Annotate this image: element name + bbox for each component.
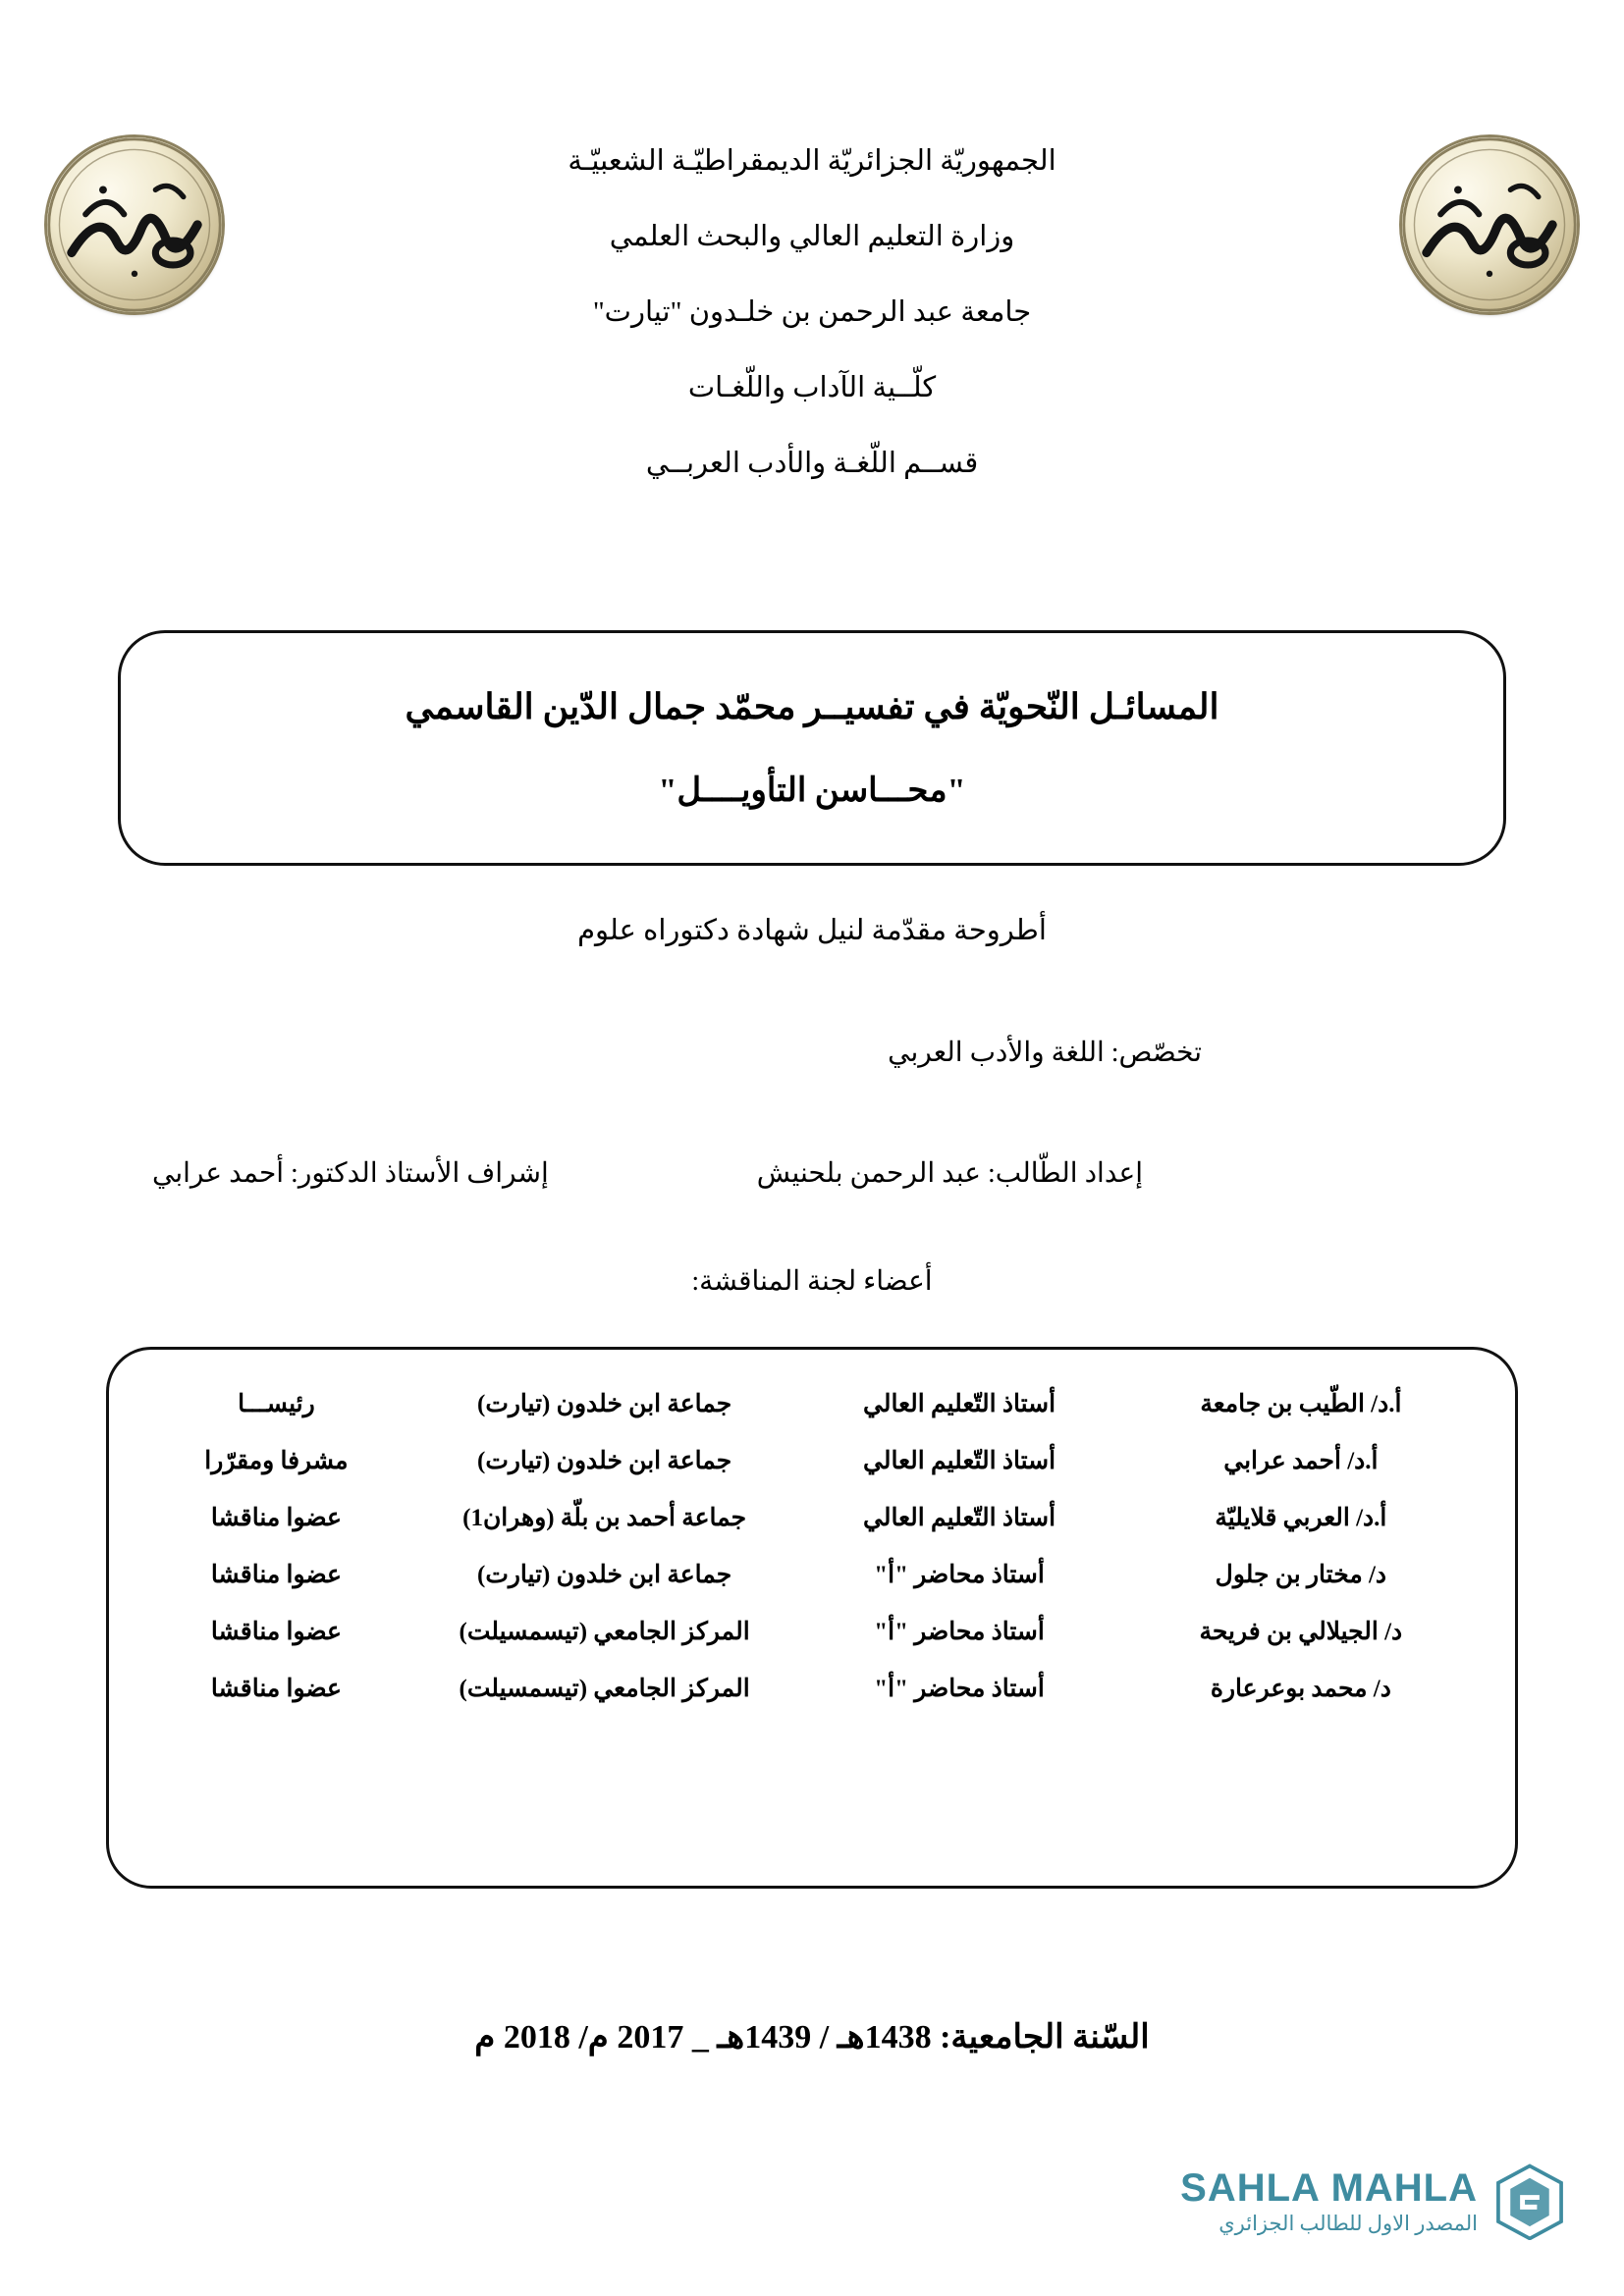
table-row: [142, 1375, 1482, 1432]
watermark: [1095, 2145, 1566, 2258]
committee-member-name: أ.د/ أحمد عرابي: [1223, 1448, 1379, 1474]
committee-member-rank: أستاذ التّعليم العالي: [863, 1448, 1056, 1474]
committee-member-institution: جماعة ابن خلدون (تيارت): [477, 1391, 732, 1417]
watermark-subtitle: المصدر الاول للطالب الجزائري: [1218, 2212, 1478, 2235]
table-row: [142, 1660, 1482, 1717]
supervisor-line: إشراف الأستاذ الدكتور: أحمد عرابي: [152, 1158, 549, 1189]
committee-member-rank: أستاذ التّعليم العالي: [863, 1505, 1056, 1531]
committee-member-role: عضوا مناقشا: [210, 1619, 342, 1645]
student-line: إعداد الطّالب: عبد الرحمن بلحنيش: [756, 1158, 1143, 1189]
committee-heading: أعضاء لجنة المناقشة:: [691, 1266, 933, 1297]
authorship-row: [0, 1156, 1624, 1200]
committee-member-rank: أستاذ التّعليم العالي: [863, 1391, 1056, 1417]
university-seal-left-icon: [47, 137, 222, 312]
specialization-line: تخصّص: اللغة والأدب العربي: [888, 1038, 1202, 1068]
committee-member-institution: جماعة ابن خلدون (تيارت): [477, 1448, 732, 1474]
thesis-title-sub: "محـــاسن التأويــــل": [658, 773, 966, 809]
table-row: [142, 1489, 1482, 1546]
committee-table: [142, 1375, 1482, 1717]
committee-box: [106, 1347, 1518, 1889]
committee-member-name: أ.د/ الطّيب بن جامعة: [1200, 1391, 1402, 1417]
committee-member-role: عضوا مناقشا: [210, 1562, 342, 1588]
table-row: [142, 1603, 1482, 1660]
committee-member-institution: المركز الجامعي (تيسمسيلت): [459, 1619, 750, 1645]
committee-member-institution: جماعة أحمد بن بلّة (وهران1): [462, 1505, 747, 1531]
thesis-title-main: المسائـل النّحويّة في تفسيــر محمّد جمال الدّين القاسمي: [405, 687, 1219, 726]
header-line-university: جامعة عبد الرحمن بن خلـدون "تيارت": [592, 296, 1032, 328]
watermark-text: [1180, 2168, 1478, 2234]
header-line-department: قســم اللّغـة والأدب العربــي: [645, 448, 979, 479]
committee-member-role: عضوا مناقشا: [210, 1676, 342, 1702]
thesis-title-box: [118, 630, 1506, 866]
degree-statement: أطروحة مقدّمة لنيل شهادة دكتوراه علوم: [577, 915, 1047, 946]
committee-member-name: أ.د/ العربي قلايليّة: [1215, 1505, 1387, 1531]
institution-header: [275, 147, 1349, 478]
committee-member-institution: المركز الجامعي (تيسمسيلت): [459, 1676, 750, 1702]
header-line-country: الجمهوريّة الجزائريّة الديمقراطيّـة الشعبيّـة: [568, 145, 1056, 177]
committee-member-rank: أستاذ محاضر "أ": [874, 1619, 1045, 1645]
header-line-faculty: كلّــية الآداب واللّغـات: [687, 372, 937, 403]
committee-member-institution: جماعة ابن خلدون (تيارت): [477, 1562, 732, 1588]
sahla-mahla-logo-icon: [1493, 2163, 1566, 2240]
header-line-ministry: وزارة التعليم العالي والبحث العلمي: [609, 221, 1015, 252]
committee-member-rank: أستاذ محاضر "أ": [874, 1562, 1045, 1588]
committee-member-role: مشرفا ومقرّرا: [204, 1448, 349, 1474]
committee-member-name: د/ مختار بن جلول: [1215, 1562, 1387, 1588]
table-row: [142, 1546, 1482, 1603]
watermark-title: SAHLA MAHLA: [1180, 2166, 1478, 2210]
committee-member-rank: أستاذ محاضر "أ": [874, 1676, 1045, 1702]
committee-table-body: [142, 1375, 1482, 1717]
committee-member-role: رئيســـا: [238, 1391, 315, 1417]
committee-member-name: د/ محمد بوعرعارة: [1210, 1676, 1391, 1702]
table-row: [142, 1432, 1482, 1489]
committee-member-role: عضوا مناقشا: [210, 1505, 342, 1531]
university-seal-right-icon: [1402, 137, 1577, 312]
academic-year-line: السّنة الجامعية: 1438هـ / 1439هـ _ 2017 م/ 2018 م: [474, 2019, 1150, 2056]
committee-member-name: د/ الجيلالي بن فريحة: [1199, 1619, 1403, 1645]
